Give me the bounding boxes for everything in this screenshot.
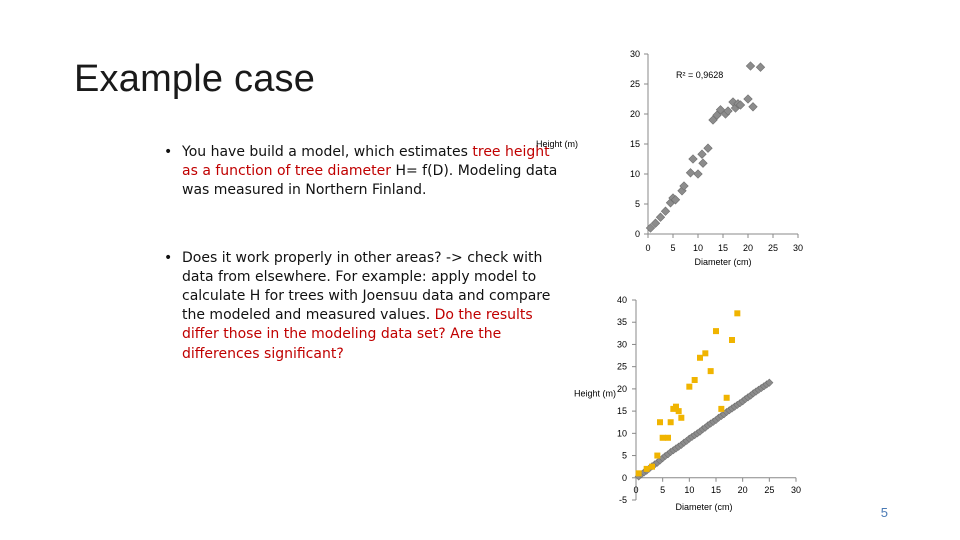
bullet-dot-icon: • <box>164 144 173 160</box>
bullet-dot-icon: • <box>164 249 173 266</box>
measured-data-point <box>636 470 642 476</box>
measured-data-point <box>649 464 655 470</box>
measured-data-point <box>734 310 740 316</box>
y-tick-label: 15 <box>616 406 627 417</box>
y-tick-label: 20 <box>629 109 640 119</box>
y-tick-label: -5 <box>618 495 627 505</box>
y-tick-label: 20 <box>616 383 627 394</box>
y-tick-label: 30 <box>616 339 627 350</box>
measured-data-point <box>708 368 714 374</box>
measured-data-point <box>692 377 698 383</box>
measured-data-point <box>686 384 692 390</box>
measured-data-point <box>657 419 663 425</box>
measured-data-point <box>654 453 660 459</box>
x-tick-label: 0 <box>633 484 639 495</box>
slide-title: Example case <box>74 58 316 100</box>
measured-data-point <box>660 435 666 441</box>
bullet-text: You have build a model, which estimates <box>182 144 473 160</box>
y-tick-label: 25 <box>629 79 640 89</box>
measured-data-point <box>702 350 708 356</box>
measured-data-point <box>668 419 674 425</box>
y-tick-label: 5 <box>621 450 627 461</box>
measured-data-point <box>718 406 724 412</box>
x-tick-label: 25 <box>767 243 779 253</box>
x-axis-label: Diameter (cm) <box>694 257 752 267</box>
x-tick-label: 5 <box>660 484 666 495</box>
y-tick-label: 0 <box>621 472 627 483</box>
measured-data-point <box>724 395 730 401</box>
x-tick-label: 30 <box>790 484 802 495</box>
x-axis-label: Diameter (cm) <box>675 501 733 512</box>
measured-data-point <box>713 328 719 334</box>
y-tick-label: 25 <box>616 361 627 372</box>
x-tick-label: 25 <box>764 484 775 495</box>
bullet-text: Does it work properly in other areas? -> check with data from elsewhere. For example: apply model to calculate H for trees with Joensuu data and compare the modeled and measured values. <box>182 249 551 324</box>
measured-data-point <box>697 355 703 361</box>
y-axis-label: Height (m) <box>535 139 578 149</box>
y-tick-label: 40 <box>616 295 627 305</box>
y-tick-label: 10 <box>629 169 640 179</box>
r-squared-annotation: R² = 0,9628 <box>676 70 724 80</box>
x-tick-label: 5 <box>670 243 676 253</box>
y-tick-label: 30 <box>629 49 640 59</box>
x-tick-label: 30 <box>792 243 804 253</box>
bullet-text-highlight: Do the results differ those in the modeling data set? Are the differences significant? <box>182 307 533 362</box>
x-tick-label: 20 <box>742 243 754 253</box>
x-tick-label: 20 <box>737 484 748 495</box>
y-tick-label: 10 <box>616 428 627 439</box>
measured-data-point <box>665 435 671 441</box>
measured-data-point <box>678 415 684 421</box>
y-tick-label: 15 <box>629 139 640 149</box>
page-number: 5 <box>880 505 888 520</box>
measured-data-point <box>676 408 682 414</box>
x-tick-label: 15 <box>717 243 729 253</box>
bullet-text-highlight: tree height as a function of tree diameter <box>182 144 550 180</box>
measured-data-point <box>729 337 735 343</box>
x-tick-label: 10 <box>684 484 695 495</box>
x-tick-label: 0 <box>645 243 651 253</box>
x-tick-label: 10 <box>692 243 704 253</box>
bullet-text: H= f(D). Modeling data was measured in Northern Finland. <box>182 163 558 199</box>
y-tick-label: 5 <box>634 199 640 209</box>
y-tick-label: 0 <box>634 229 640 239</box>
y-tick-label: 35 <box>616 317 627 328</box>
x-tick-label: 15 <box>710 484 722 495</box>
y-axis-label: Height (m) <box>573 388 616 399</box>
measured-data-point <box>644 466 650 472</box>
